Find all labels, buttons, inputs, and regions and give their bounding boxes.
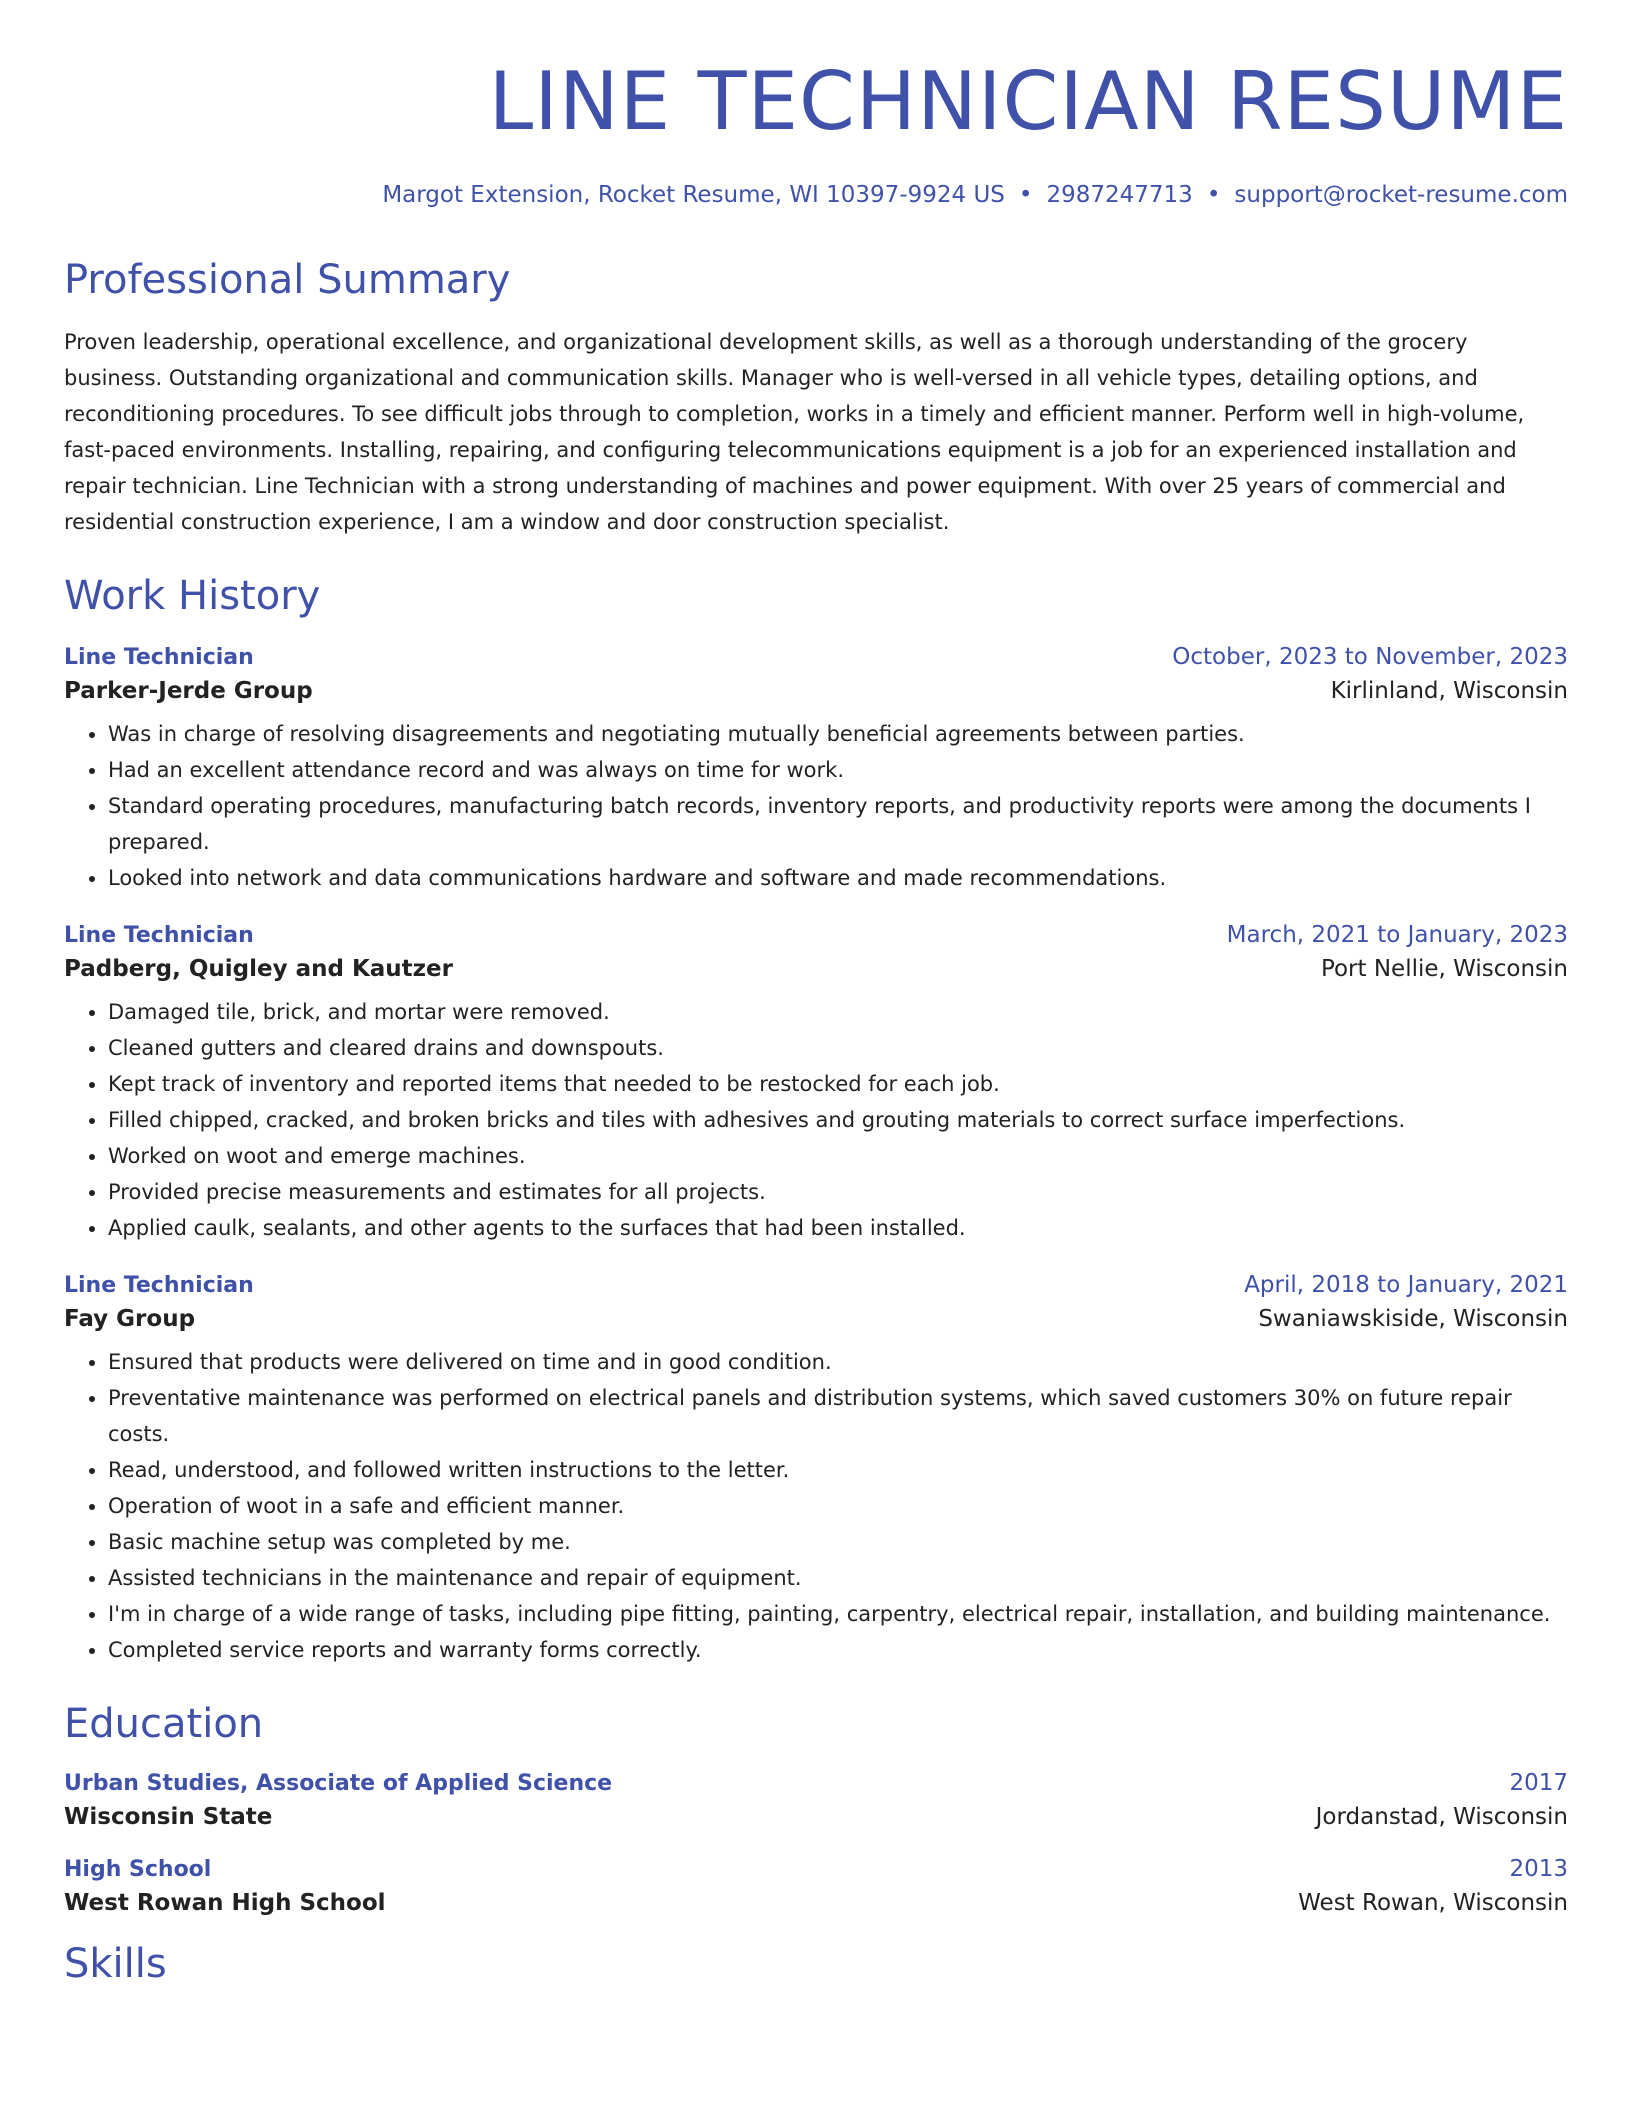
job-bullet: • Preventative maintenance was performed on electrical panels and distribution systems, which saved customers 30% on future repair costs. xyxy=(108,1380,1568,1452)
education-header-row xyxy=(64,1770,1568,1796)
job-bullet: • Cleaned gutters and cleared drains and downspouts. xyxy=(108,1030,1568,1066)
education-heading: Education xyxy=(64,1701,264,1747)
job-bullets xyxy=(64,994,1568,1246)
education-year: 2017 xyxy=(1509,1770,1568,1796)
education-location: Jordanstad, Wisconsin xyxy=(1315,1804,1568,1830)
education-entry xyxy=(64,1770,1568,1830)
job-company: Parker-Jerde Group xyxy=(64,678,313,704)
education-section xyxy=(64,1698,1568,1916)
job-dates: April, 2018 to January, 2021 xyxy=(1244,1272,1568,1298)
job-dates: October, 2023 to November, 2023 xyxy=(1172,644,1568,670)
resume-title: LINE TECHNICIAN RESUME xyxy=(488,55,1568,148)
job-company: Fay Group xyxy=(64,1306,196,1332)
job-bullet: • Read, understood, and followed written instructions to the letter. xyxy=(108,1452,1568,1488)
job-bullets xyxy=(64,716,1568,896)
contact-separator: • xyxy=(1018,182,1033,208)
job-bullet: • Worked on woot and emerge machines. xyxy=(108,1138,1568,1174)
summary-text: Proven leadership, operational excellence, and organizational development skills, as well as a thorough understanding of the grocery business. Outstanding organizational and communication skills. Manager who is well-versed in all vehicle types, detailing options, and reconditioning procedures. To see difficult jobs through to completion, works in a timely and efficient manner. Perform well in high-volume, fast-paced environments. Installing, repairing, and configuring telecommunications equipment is a job for an experienced installation and repair technician. Line Technician with a strong understanding of machines and power equipment. With over 25 years of commercial and residential construction experience, I am a window and door construction specialist. xyxy=(64,330,1525,534)
job-bullet: • Damaged tile, brick, and mortar were removed. xyxy=(108,994,1568,1030)
skills-heading: Skills xyxy=(64,1941,167,1987)
education-degree: High School xyxy=(64,1857,212,1882)
job-entry xyxy=(64,922,1568,1246)
job-bullet: • Assisted technicians in the maintenance and repair of equipment. xyxy=(108,1560,1568,1596)
education-school: West Rowan High School xyxy=(64,1890,386,1916)
job-bullet: • Applied caulk, sealants, and other agents to the surfaces that had been installed. xyxy=(108,1210,1568,1246)
contact-phone: 2987247713 xyxy=(1046,182,1193,208)
job-bullet: • Completed service reports and warranty forms correctly. xyxy=(108,1632,1568,1668)
education-degree: Urban Studies, Associate of Applied Science xyxy=(64,1771,613,1796)
contact-line xyxy=(64,180,1568,210)
skills-section xyxy=(64,1938,1568,1990)
job-company-row xyxy=(64,956,1568,982)
job-bullet: • Ensured that products were delivered on time and in good condition. xyxy=(108,1344,1568,1380)
work-history-section xyxy=(64,570,1568,1668)
education-year: 2013 xyxy=(1509,1856,1568,1882)
job-company-row xyxy=(64,678,1568,704)
job-location: Kirlinland, Wisconsin xyxy=(1330,678,1568,704)
job-bullets xyxy=(64,1344,1568,1668)
job-bullet: • Filled chipped, cracked, and broken bricks and tiles with adhesives and grouting materials to correct surface imperfections. xyxy=(108,1102,1568,1138)
contact-separator: • xyxy=(1206,182,1221,208)
summary-heading: Professional Summary xyxy=(64,257,511,303)
contact-email[interactable]: support@rocket-resume.com xyxy=(1234,182,1568,208)
education-school-row xyxy=(64,1890,1568,1916)
job-bullet: • Was in charge of resolving disagreements and negotiating mutually beneficial agreements between parties. xyxy=(108,716,1568,752)
job-bullet: • I'm in charge of a wide range of tasks, including pipe fitting, painting, carpentry, electrical repair, installation, and building maintenance. xyxy=(108,1596,1568,1632)
education-header-row xyxy=(64,1856,1568,1882)
job-bullet: • Kept track of inventory and reported items that needed to be restocked for each job. xyxy=(108,1066,1568,1102)
job-title: Line Technician xyxy=(64,645,254,670)
job-bullet: • Had an excellent attendance record and was always on time for work. xyxy=(108,752,1568,788)
job-bullet: • Operation of woot in a safe and efficient manner. xyxy=(108,1488,1568,1524)
job-company-row xyxy=(64,1306,1568,1332)
resume-page xyxy=(64,0,1568,1990)
job-title: Line Technician xyxy=(64,923,254,948)
job-header-row xyxy=(64,1272,1568,1298)
education-entry xyxy=(64,1856,1568,1916)
job-header-row xyxy=(64,922,1568,948)
summary-section xyxy=(64,254,1568,540)
job-bullet: • Looked into network and data communications hardware and software and made recommendations. xyxy=(108,860,1568,896)
job-bullet: • Basic machine setup was completed by me. xyxy=(108,1524,1568,1560)
job-location: Swaniawskiside, Wisconsin xyxy=(1258,1306,1568,1332)
job-dates: March, 2021 to January, 2023 xyxy=(1226,922,1568,948)
job-location: Port Nellie, Wisconsin xyxy=(1320,956,1568,982)
job-bullet: • Provided precise measurements and estimates for all projects. xyxy=(108,1174,1568,1210)
job-header-row xyxy=(64,644,1568,670)
education-location: West Rowan, Wisconsin xyxy=(1298,1890,1568,1916)
job-bullet: • Standard operating procedures, manufacturing batch records, inventory reports, and productivity reports were among the documents I prepared. xyxy=(108,788,1568,860)
education-school-row xyxy=(64,1804,1568,1830)
job-entry xyxy=(64,644,1568,896)
work-history-heading: Work History xyxy=(64,573,321,619)
job-company: Padberg, Quigley and Kautzer xyxy=(64,956,454,982)
job-entry xyxy=(64,1272,1568,1668)
education-school: Wisconsin State xyxy=(64,1804,273,1830)
contact-address: Margot Extension, Rocket Resume, WI 10397-9924 US xyxy=(382,182,1005,208)
job-title: Line Technician xyxy=(64,1273,254,1298)
